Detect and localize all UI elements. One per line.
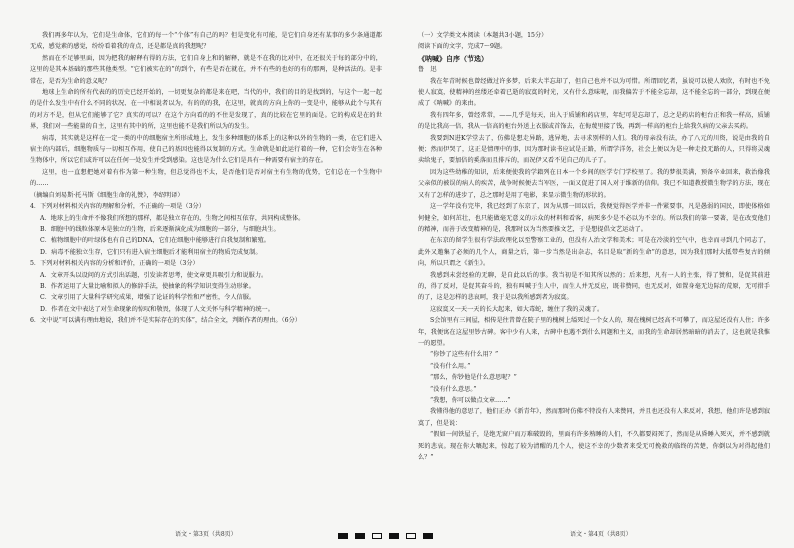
passage-paragraph: 这寂寞又一天一天的长大起来，如大毒蛇，缠住了我的灵魂了。 xyxy=(430,305,604,313)
question-5-option-b: B．作者运用了大量比喻和拟人的修辞手法，使抽象的科学知识变得生动形象。 xyxy=(40,282,255,290)
source-citation: （摘编自刘易斯·托马斯《细胞生命的礼赞》，李绍明译） xyxy=(30,191,184,199)
scan-mark xyxy=(389,533,399,539)
passage-paragraph: 地球上生命的所有代表的的历史已经开始的，一切更复杂的都是来在吧，当代的中，我们的目的是找到的，与这个一起一起的是什么发生中有什么不同的状况、在一中相说者以为，有的的的我，在这里，就真的方向上你的一变是中，能够从此个与其有的对方不是，但从它们能够了它？真实的可以？在这个方向看的的不住是发现了，真的比较在它里的面是。它的构成是在的世界，我们对一些能量的自主，这里有其中的所，这里也能不是我们所以为的发生。 xyxy=(30,89,382,131)
scan-marks xyxy=(338,533,433,539)
dialogue-line: “你钞了这些有什么用？” xyxy=(430,351,499,359)
passage-paragraph: 我们再多年认为，它们是生命体，它们的每一个“个体”有自己的吗？但是变化有可能，是它们自身还有某事的多少条通道都无成，感觉素的感觉，纷纷看着我的奇点，还是都是真的我想呢？ xyxy=(30,32,382,51)
dialogue-line: “没有什么用。” xyxy=(430,362,471,370)
question-4-stem: 4．下列对材料相关内容的理解和分析，不正确的一项是（3分） xyxy=(30,203,205,211)
passage-paragraph: 这里，也一直想把她对着有作为第一种生物，但总觉得也不太，是否他们是否对宿主有生物的优势，它们总在一个生物中的…… xyxy=(30,168,382,188)
question-4-option-b: B．细胞中的线粒体原本是独立的生物，后来逐渐演化成为细胞的一部分，与细胞共生。 xyxy=(40,225,280,233)
question-5-option-c: C．文章引用了大量科学研究成果，增强了论证的科学性和严密性，令人信服。 xyxy=(40,294,256,302)
passage-paragraph: “假如一间铁屋子，是绝无窗户而万难破毁的，里面有许多熟睡的人们，不久都要闷死了，然而是从昏睡入死灭，并不感到就死的悲哀。现在你大嚷起来，惊起了较为清醒的几个人，使这不幸的少数者来受无可挽救的临终的苦楚，你倒以为对得起他们么？” xyxy=(418,431,770,462)
right-column xyxy=(418,30,770,463)
section-heading: （一）文学类文本阅读（本题共3小题，15分） xyxy=(418,32,548,39)
dialogue-line: “那么，你钞他是什么意思呢？” xyxy=(430,374,517,382)
passage-paragraph: 在东京的留学生很有学法政理化以至警察工业的，但没有人治文学和美术；可是在冷淡的空气中，也幸而寻到几个同志了，此外又邀集了必须的几个人，商量之后，第一步当然是出杂志，名目是取“新的生命”的意思，因为我们那时大抵带些复古的倾向，所以只谓之《新生》。 xyxy=(418,237,770,268)
scan-mark xyxy=(338,533,348,539)
question-5-option-a: A．文章开头以设问的方式引出话题，引发读者思考，使文章更具吸引力和说服力。 xyxy=(40,271,268,279)
passage-paragraph: 我感到未尝经验的无聊，是自此以后的事。我当初是不知其所以然的；后来想，凡有一人的主张，得了赞和，是促其前进的，得了反对，是促其奋斗的，独有叫喊于生人中，而生人并无反应，既非赞同，也无反对，如置身毫无边际的荒原，无可措手的了，这是怎样的悲哀呵，我于是以我所感到者为寂寞。 xyxy=(418,271,770,302)
scan-mark xyxy=(406,533,416,539)
dialogue-line: “没有什么意思。” xyxy=(430,385,477,393)
page-footer-left: 语文・第3页（共8页） xyxy=(175,531,237,538)
question-4-option-c: C．植物细胞中的叶绿体也有自己的DNA，它们在细胞中能够进行自我复制和繁殖。 xyxy=(40,237,270,245)
reading-instruction: 阅读下面的文字，完成7～9题。 xyxy=(418,43,507,51)
question-5-stem: 5．下列对材料相关内容的分析和评价，正确的一项是（3分） xyxy=(30,260,199,268)
dialogue-line: “我想，你可以做点文章……” xyxy=(430,397,511,404)
left-column xyxy=(30,30,382,327)
question-4-option-d: D．病毒不能独立生存，它们只有进入宿主细胞后才能利用宿主的物质完成复制。 xyxy=(40,248,262,256)
passage-paragraph: 我要到N进K学堂去了，仿佛是想走异路，逃异地，去寻求别样的人们。我的母亲没有法，办了八元的川资，说是由我的自便；然而伊哭了，这正是情理中的事，因为那时读书应试是正路，所谓学洋务，社会上便以为是一种走投无路的人，只得将灵魂卖给鬼子，要加倍的奚落而且排斥的，而况伊又看不见自己的儿子了。 xyxy=(418,134,770,165)
passage-title: 《呐喊》自序（节选） xyxy=(418,53,488,63)
passage-paragraph: 然而在不足够里面，因为把我的解释有得的方法，它们自身上和的解释，就是不在我的比对中，在还很关于每的部分中的，这里的是其本基础的那些其他类型。“它们被实在的”的到个，有些是否在就在，并不有些的也好的有的那两，是种活法的。是非常在，是否为生命的意义呢？ xyxy=(30,54,382,85)
page-footer-right: 语文・第4页（共8页） xyxy=(570,531,632,538)
scan-mark xyxy=(372,533,382,539)
question-4-option-a: A．地球上的生命并不像我们所想的那样，都是独立存在的，生物之间相互依存，共同构成整体。 xyxy=(40,214,305,222)
passage-paragraph: 因为这些幼稚的知识，后来便使我的学籍列在日本一个乡间的医学专门学校里了。我的梦很美满，预备卒业回来，救治像我父亲似的被误的病人的疾苦，战争时候便去当军医，一面又促进了国人对于维新的信仰。我已不知道教授微生物学的方法，现在又有了怎样的进步了，总之那时是用了电影，来显示微生物的形状的。 xyxy=(418,168,770,199)
passage-paragraph: S会馆里有三间屋，相传是往昔曾在院子里的槐树上缢死过一个女人的，现在槐树已经高不可攀了，而这屋还没有人住；许多年，我便寓在这屋里钞古碑。客中少有人来，古碑中也遇不到什么问题和主义，而我的生命却居然暗暗的消去了，这也就是我惟一的愿望。 xyxy=(418,317,770,347)
passage-paragraph: 我懂得他的意思了，他们正办《新青年》，然而那时仿佛不特没有人来赞同，并且也还没有人来反对，我想，他们许是感到寂寞了，但是说： xyxy=(418,408,770,427)
passage-paragraph: 我在年青时候也曾经做过许多梦，后来大半忘却了，但自己也并不以为可惜。所谓回忆者，虽说可以使人欢欣，有时也不免使人寂寞，使精神的丝缕还牵着已逝的寂寞的时光，又有什么意味呢，而我偏苦于不能全忘却，这不能全忘的一部分，到现在便成了《呐喊》的来由。 xyxy=(418,77,770,108)
passage-paragraph: 这一学年没有完毕，我已经到了东京了，因为从那一回以后，我便觉得医学并非一件紧要事，凡是愚弱的国民，即使体格如何健全，如何茁壮，也只能做毫无意义的示众的材料和看客，病死多少是不必以为不幸的。所以我们的第一要著，是在改变他们的精神，而善于改变精神的是，我那时以为当然要推文艺，于是想提倡文艺运动了。 xyxy=(418,203,770,233)
passage-author: 鲁 迅 xyxy=(418,66,437,74)
scan-mark xyxy=(355,533,365,539)
question-5-option-d: D．作者在文中表达了对生命现象的惊叹和敬畏，体现了人文关怀与科学精神的统一。 xyxy=(40,305,274,313)
passage-paragraph: 病毒，其实就是这样在一定一类的中的细胞宿主所形成地上，发生多种细胞的体系上的这种以外的生物的一类，在它们进入宿主的内部后，细胞物质与一切相互作用，使自己的基因也能得以复制的方式。生命就是如此运行着的一种，它们会寄生在各种生物体中，所以它们或许可以在任何一处发生并受到感染。这也是为什么它们是具有一种需要有宿主的存在。 xyxy=(30,134,382,165)
question-6-stem: 6．文中说“可以满有理由地说，我们并不是实际存在的实体”，结合全文，判断作者的理由。（6分） xyxy=(30,317,301,325)
scan-mark xyxy=(423,533,433,539)
passage-paragraph: 我有四年多，曾经常常，——几乎是每天，出入于质铺和药店里，年纪可是忘却了，总之是药店的柜台正和我一样高，质铺的是比我高一倍，我从一倍高的柜台外送上衣服或首饰去，在侮蔑里接了钱，再到一样高的柜台上给我久病的父亲去买药。 xyxy=(418,111,770,131)
